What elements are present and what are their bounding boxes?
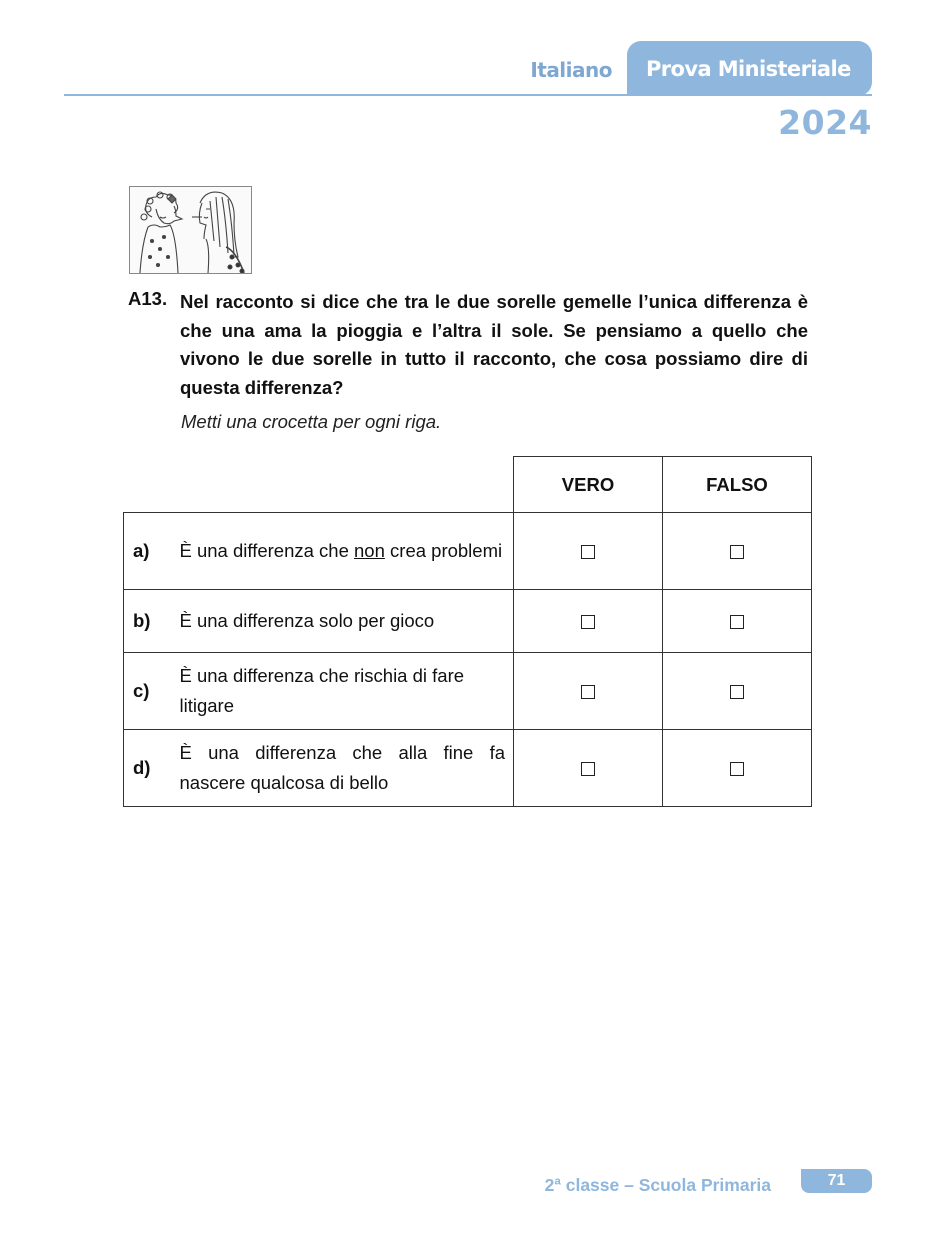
girl-right-drawing [192, 192, 244, 273]
underlined-word: non [354, 540, 385, 561]
checkbox-vero-b[interactable] [581, 615, 595, 629]
checkbox-falso-d[interactable] [730, 762, 744, 776]
checkbox-falso-c[interactable] [730, 685, 744, 699]
page-number: 71 [801, 1169, 872, 1193]
row-statement: È una differenza solo per gioco [174, 590, 514, 653]
girl-left-drawing [140, 192, 182, 273]
row-statement: È una differenza che rischia di fare litigare [174, 653, 514, 730]
question-number: A13. [128, 288, 168, 309]
question-text: Nel racconto si dice che tra le due sorelle gemelle l’unica differenza è che una ama la pioggia e l’altra il sole. Se pensiamo a quello che vivono le due sorelle in tutto il racconto, che cosa possiamo dire di questa differenza? [180, 291, 808, 398]
sisters-illustration [129, 186, 252, 274]
checkbox-vero-a[interactable] [581, 545, 595, 559]
checkbox-vero-c[interactable] [581, 685, 595, 699]
footer-class-label: 2ª classe – Scuola Primaria [544, 1175, 771, 1195]
subject-label: Italiano [530, 58, 612, 82]
row-statement: È una differenza che alla fine fa nascere qualcosa di bello [174, 730, 514, 807]
table-row [124, 730, 812, 807]
row-letter: d) [124, 730, 174, 807]
column-header-falso: FALSO [663, 457, 812, 513]
checkbox-vero-d[interactable] [581, 762, 595, 776]
question-instruction: Metti una crocetta per ogni riga. [181, 411, 442, 432]
checkbox-falso-b[interactable] [730, 615, 744, 629]
row-letter: c) [124, 653, 174, 730]
table-row [124, 513, 812, 590]
table-row [124, 653, 812, 730]
year-label: 2024 [778, 103, 872, 142]
row-statement: È una differenza che non crea problemi [174, 513, 514, 590]
answer-table [123, 456, 812, 807]
table-header-row [124, 457, 812, 513]
row-letter: b) [124, 590, 174, 653]
column-header-vero: VERO [514, 457, 663, 513]
header-tab: Prova Ministeriale [627, 41, 872, 96]
checkbox-falso-a[interactable] [730, 545, 744, 559]
table-row [124, 590, 812, 653]
row-letter: a) [124, 513, 174, 590]
